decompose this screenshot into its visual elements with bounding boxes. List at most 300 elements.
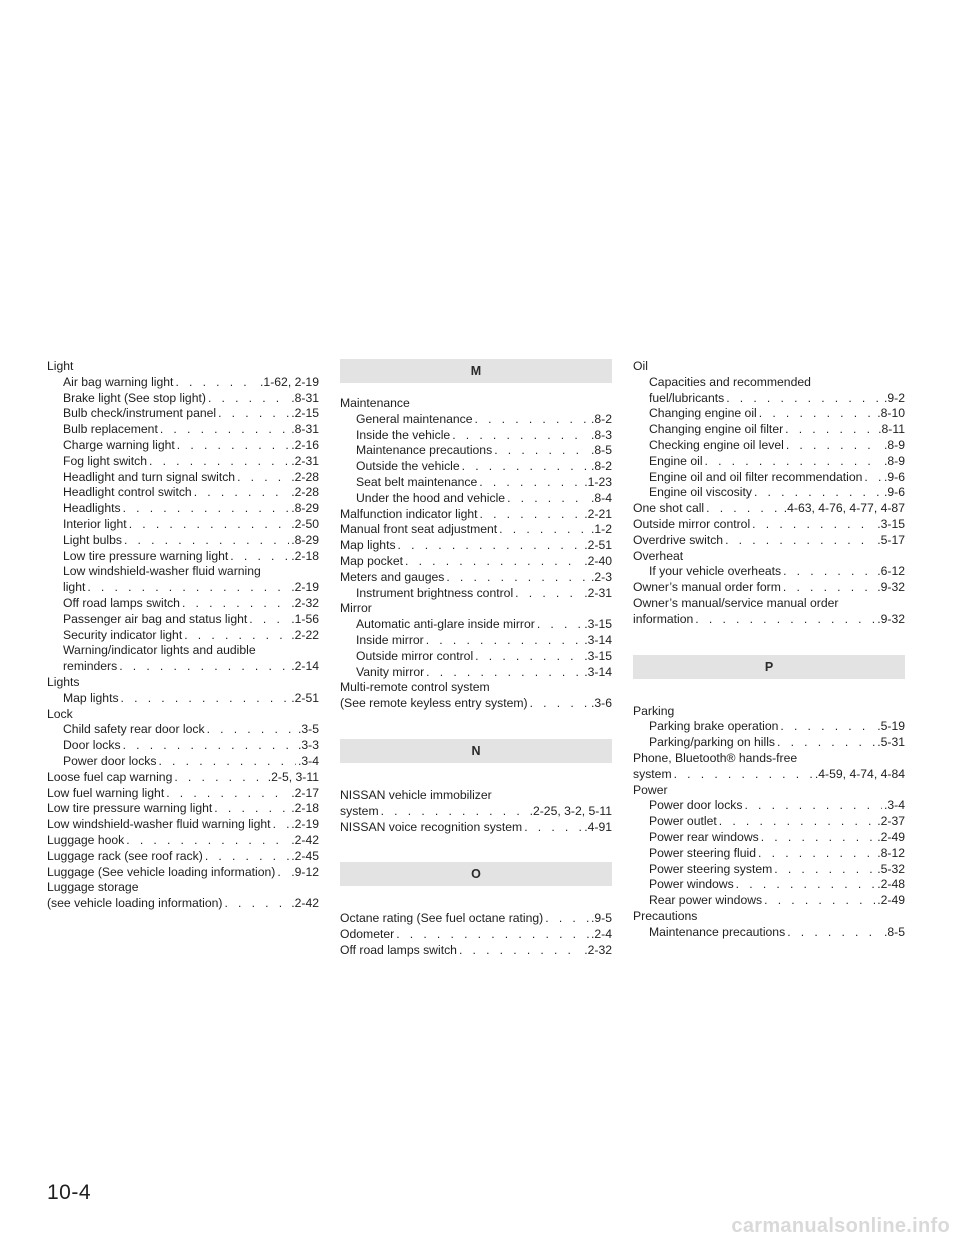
index-subentry [340,443,612,459]
dot-leader [160,422,289,438]
entry-label: Bulb replacement [63,422,158,437]
entry-label: Map lights [63,690,119,705]
entry-page-ref: .2-48 [877,877,905,892]
dot-leader [515,586,582,602]
entry-label: fuel/lubricants [649,390,725,405]
entry-label: Seat belt maintenance [356,474,478,489]
index-subentry [633,830,905,846]
dot-leader [224,896,289,912]
section-letter-header: P [633,655,905,679]
dot-leader [780,719,875,735]
entry-label: Overdrive switch [633,532,724,547]
entry-page-ref: .2-45 [291,848,319,863]
dot-leader [237,470,289,486]
index-subentry [633,862,905,878]
entry-label: Changing engine oil [649,406,757,421]
entry-page-ref: .3-5 [297,722,319,737]
entry-label: Meters and gauges [340,569,445,584]
entry-label: Luggage storage [47,880,139,895]
index-subentry [633,406,905,422]
entry-label: Power steering fluid [649,845,757,860]
index-column-3 [633,359,905,941]
dot-leader [719,814,875,830]
entry-label: Headlights [63,501,121,516]
entry-page-ref: .2-42 [291,832,319,847]
entry-page-ref: .8-2 [590,411,612,426]
index-entry [633,909,905,925]
entry-page-ref: .9-32 [877,611,905,626]
entry-page-ref: .3-15 [584,617,612,632]
entry-page-ref: .3-4 [297,753,319,768]
entry-page-ref: .8-10 [877,406,905,421]
index-subentry [633,925,905,941]
index-column-1 [47,359,319,912]
index-entry [633,612,905,628]
entry-page-ref: .1-62, 2-19 [260,374,319,389]
index-subentry [340,633,612,649]
index-subentry [47,659,319,675]
index-subentry [47,470,319,486]
entry-label: Under the hood and vehicle [356,490,506,505]
dot-leader [405,554,582,570]
index-entry [340,943,612,959]
dot-leader [758,846,875,862]
index-entry [633,359,905,375]
index-subentry [340,617,612,633]
entry-page-ref: .1-23 [584,474,612,489]
entry-label: (See remote keyless entry system) [340,696,528,711]
index-subentry [633,454,905,470]
dot-leader [158,754,296,770]
dot-leader [177,438,289,454]
index-subentry [47,391,319,407]
entry-page-ref: .3-3 [297,738,319,753]
entry-page-ref: .8-5 [883,924,905,939]
entry-label: Owner’s manual/service manual order [633,595,839,610]
index-entry [633,549,905,565]
entry-label: Luggage hook [47,832,125,847]
dot-leader [783,580,875,596]
dot-leader [381,804,528,820]
entry-label: Octane rating (See fuel octane rating) [340,911,544,926]
entry-page-ref: .5-19 [877,719,905,734]
dot-leader [205,849,289,865]
entry-label: Maintenance precautions [649,924,786,939]
index-subentry [47,549,319,565]
dot-leader [494,443,589,459]
entry-page-ref: .8-2 [590,459,612,474]
index-subentry [47,691,319,707]
index-subentry [633,422,905,438]
entry-label: Low tire pressure warning light [63,548,229,563]
entry-page-ref: .5-17 [877,532,905,547]
entry-page-ref: .2-18 [291,548,319,563]
entry-label: Parking/parking on hills [649,735,776,750]
entry-label: Capacities and recommended [649,374,811,389]
dot-leader [207,722,296,738]
entry-label: Odometer [340,927,395,942]
dot-leader [787,925,882,941]
entry-page-ref: .2-19 [291,817,319,832]
entry-page-ref: .2-31 [291,453,319,468]
index-entry [340,396,612,412]
entry-page-ref: .4-91 [584,819,612,834]
dot-leader [537,617,582,633]
entry-label: Mirror [340,601,372,616]
entry-page-ref: .9-2 [883,390,905,405]
entry-label: Maintenance precautions [356,443,493,458]
section-letter-header: N [340,739,612,763]
entry-label: Loose fuel cap warning [47,769,173,784]
entry-label: reminders [63,659,118,674]
index-subentry [633,735,905,751]
entry-label: system [340,803,379,818]
dot-leader [426,665,582,681]
dot-leader [87,580,289,596]
dot-leader [214,801,289,817]
index-subentry [633,814,905,830]
dot-leader [764,893,875,909]
index-entry [340,927,612,943]
dot-leader [761,830,875,846]
index-subentry [633,375,905,391]
dot-leader [124,533,289,549]
entry-page-ref: .3-14 [584,632,612,647]
index-subentry [340,586,612,602]
entry-page-ref: .2-4 [590,927,612,942]
dot-leader [864,470,882,486]
entry-label: Light [47,359,74,373]
entry-page-ref: .8-5 [590,443,612,458]
entry-label: Off road lamps switch [340,942,457,957]
entry-label: Checking engine oil level [649,437,784,452]
index-subentry [633,485,905,501]
entry-page-ref: .3-15 [584,648,612,663]
dot-leader [545,911,589,927]
index-subentry [633,391,905,407]
entry-label: (see vehicle loading information) [47,896,223,911]
index-entry [633,751,905,767]
dot-leader [759,406,875,422]
dot-leader [426,633,582,649]
entry-label: Headlight control switch [63,485,192,500]
entry-label: Security indicator light [63,627,183,642]
dot-leader [273,817,290,833]
entry-page-ref: .6-12 [877,564,905,579]
dot-leader [480,507,583,523]
dot-leader [530,696,589,712]
index-subentry [633,893,905,909]
entry-label: system [633,766,672,781]
dot-leader [126,833,289,849]
entry-label: Map pocket [340,553,404,568]
index-entry [340,804,612,820]
entry-label: Outside the vehicle [356,459,460,474]
index-entry [340,522,612,538]
dot-leader [277,865,289,881]
index-subentry [47,422,319,438]
entry-label: Vanity mirror [356,664,425,679]
index-entry [633,596,905,612]
dot-leader [705,454,882,470]
entry-label: NISSAN vehicle immobilizer [340,787,492,802]
entry-page-ref: .8-12 [877,845,905,860]
entry-page-ref: .2-21 [584,506,612,521]
index-entry [47,817,319,833]
dot-leader [166,786,289,802]
index-subentry [47,485,319,501]
page-number: 10-4 [47,1181,92,1204]
dot-leader [194,485,290,501]
index-entry [340,554,612,570]
index-subentry [47,533,319,549]
entry-page-ref: .2-5, 3-11 [267,769,319,784]
dot-leader [175,375,258,391]
dot-leader [777,735,875,751]
entry-page-ref: .2-31 [584,585,612,600]
entry-page-ref: .8-11 [878,422,905,437]
entry-label: Fog light switch [63,453,147,468]
index-entry [340,911,612,927]
index-entry [340,788,612,804]
entry-page-ref: .2-22 [291,627,319,642]
dot-leader [459,943,582,959]
index-entry [633,783,905,799]
dot-leader [706,501,782,517]
dot-leader [123,501,290,517]
entry-page-ref: .5-32 [877,861,905,876]
entry-page-ref: .2-28 [291,485,319,500]
dot-leader [184,628,289,644]
section-letter-header: O [340,862,612,886]
index-entry [633,533,905,549]
entry-label: Power windows [649,877,734,892]
entry-label: Oil [633,359,648,373]
index-entry [340,820,612,836]
dot-leader [174,770,265,786]
entry-label: Lights [47,674,80,689]
entry-label: Map lights [340,538,396,553]
dot-leader [129,517,290,533]
entry-page-ref: .2-25, 3-2, 5-11 [529,803,612,818]
entry-label: If your vehicle overheats [649,564,782,579]
entry-label: One shot call [633,501,705,516]
index-subentry [340,412,612,428]
entry-label: Headlight and turn signal switch [63,469,236,484]
index-entry [340,601,612,617]
index-subentry [633,719,905,735]
dot-leader [695,612,875,628]
dot-leader [119,659,289,675]
entry-page-ref: .2-19 [291,580,319,595]
entry-page-ref: .8-29 [291,532,319,547]
entry-label: Lock [47,706,73,721]
index-subentry [340,665,612,681]
index-subentry [633,470,905,486]
index-subentry [47,738,319,754]
dot-leader [752,517,875,533]
entry-label: Rear power windows [649,893,763,908]
dot-leader [182,596,289,612]
dot-leader [208,391,289,407]
index-subentry [47,517,319,533]
index-subentry [340,491,612,507]
index-subentry [633,877,905,893]
entry-label: Luggage rack (see roof rack) [47,848,203,863]
entry-page-ref: .9-6 [883,485,905,500]
index-entry [47,801,319,817]
dot-leader [123,738,296,754]
entry-label: Child safety rear door lock [63,722,205,737]
index-subentry [47,628,319,644]
entry-page-ref: .8-31 [291,390,319,405]
index-subentry [47,375,319,391]
index-entry [633,517,905,533]
index-subentry [633,564,905,580]
index-subentry [47,564,319,580]
index-subentry [47,722,319,738]
entry-label: Charge warning light [63,437,175,452]
entry-page-ref: .9-5 [590,911,612,926]
index-entry [633,767,905,783]
index-entry [47,359,319,375]
entry-label: Brake light (See stop light) [63,390,206,405]
dot-leader [785,422,876,438]
entry-label: Engine oil viscosity [649,485,752,500]
dot-leader [479,475,582,491]
index-subentry [633,798,905,814]
entry-label: Off road lamps switch [63,595,180,610]
index-entry [47,786,319,802]
index-subentry [340,459,612,475]
dot-leader [524,820,582,836]
index-entry [47,880,319,896]
index-entry [633,580,905,596]
index-subentry [47,580,319,596]
entry-page-ref: .4-59, 4-74, 4-84 [814,766,905,781]
index-entry [47,849,319,865]
index-entry [47,770,319,786]
entry-page-ref: .2-49 [877,829,905,844]
entry-label: Power rear windows [649,829,759,844]
index-entry [47,675,319,691]
entry-page-ref: .2-18 [291,801,319,816]
entry-label: Door locks [63,738,121,753]
index-entry [340,680,612,696]
entry-label: Automatic anti-glare inside mirror [356,617,535,632]
dot-leader [462,459,589,475]
dot-leader [218,406,289,422]
dot-leader [499,522,589,538]
entry-label: Power door locks [63,753,157,768]
entry-page-ref: .2-51 [291,690,319,705]
index-entry [340,696,612,712]
entry-label: Low windshield-washer fluid warning [63,564,261,579]
entry-page-ref: .2-40 [584,553,612,568]
index-entry [633,501,905,517]
entry-page-ref: .2-32 [584,942,612,957]
dot-leader [149,454,289,470]
entry-page-ref: .3-4 [883,798,905,813]
entry-label: Multi-remote control system [340,680,490,695]
entry-label: Low windshield-washer fluid warning light [47,817,271,832]
dot-leader [475,649,582,665]
index-subentry [47,612,319,628]
entry-page-ref: .5-31 [877,735,905,750]
index-subentry [47,754,319,770]
entry-label: Outside mirror control [356,648,474,663]
index-subentry [340,649,612,665]
entry-page-ref: .8-3 [590,427,612,442]
dot-leader [674,767,813,783]
entry-label: information [633,611,694,626]
entry-label: Overheat [633,548,684,563]
entry-page-ref: .1-56 [291,611,319,626]
entry-label: Interior light [63,516,127,531]
entry-label: Air bag warning light [63,374,174,389]
entry-page-ref: .3-6 [590,696,612,711]
entry-page-ref: .9-12 [291,864,319,879]
entry-label: Luggage (See vehicle loading information) [47,864,276,879]
entry-label: Bulb check/instrument panel [63,406,217,421]
entry-label: Maintenance [340,396,410,410]
dot-leader [398,538,583,554]
dot-leader [230,549,289,565]
entry-page-ref: .8-29 [291,501,319,516]
entry-page-ref: .8-4 [590,490,612,505]
entry-page-ref: .2-49 [877,893,905,908]
entry-label: Power steering system [649,861,773,876]
index-entry [47,707,319,723]
index-entry [47,865,319,881]
entry-label: Precautions [633,908,698,923]
dot-leader [446,570,589,586]
entry-label: General maintenance [356,411,473,426]
index-entry [340,570,612,586]
index-subentry [47,501,319,517]
entry-page-ref: .2-42 [291,896,319,911]
watermark-text: carmanualsonline.info [731,1215,950,1237]
entry-page-ref: .3-14 [584,664,612,679]
entry-label: Outside mirror control [633,516,751,531]
entry-label: Instrument brightness control [356,585,514,600]
entry-label: Low tire pressure warning light [47,801,213,816]
entry-label: Changing engine oil filter [649,422,784,437]
entry-page-ref: .2-32 [291,595,319,610]
dot-leader [783,564,875,580]
section-letter-header: M [340,359,612,383]
dot-leader [452,428,589,444]
index-entry [47,833,319,849]
dot-leader [121,691,290,707]
entry-label: Manual front seat adjustment [340,522,498,537]
entry-page-ref: .2-14 [291,659,319,674]
entry-label: Warning/indicator lights and audible [63,643,256,658]
entry-page-ref: .2-50 [291,516,319,531]
index-entry [47,896,319,912]
dot-leader [786,438,882,454]
dot-leader [774,862,875,878]
entry-label: Low fuel warning light [47,785,165,800]
dot-leader [475,412,589,428]
entry-page-ref: .2-51 [584,538,612,553]
dot-leader [396,927,589,943]
dot-leader [725,533,875,549]
entry-page-ref: .8-9 [883,437,905,452]
entry-label: Owner’s manual order form [633,580,781,595]
entry-label: Light bulbs [63,532,122,547]
entry-page-ref: .2-15 [291,406,319,421]
